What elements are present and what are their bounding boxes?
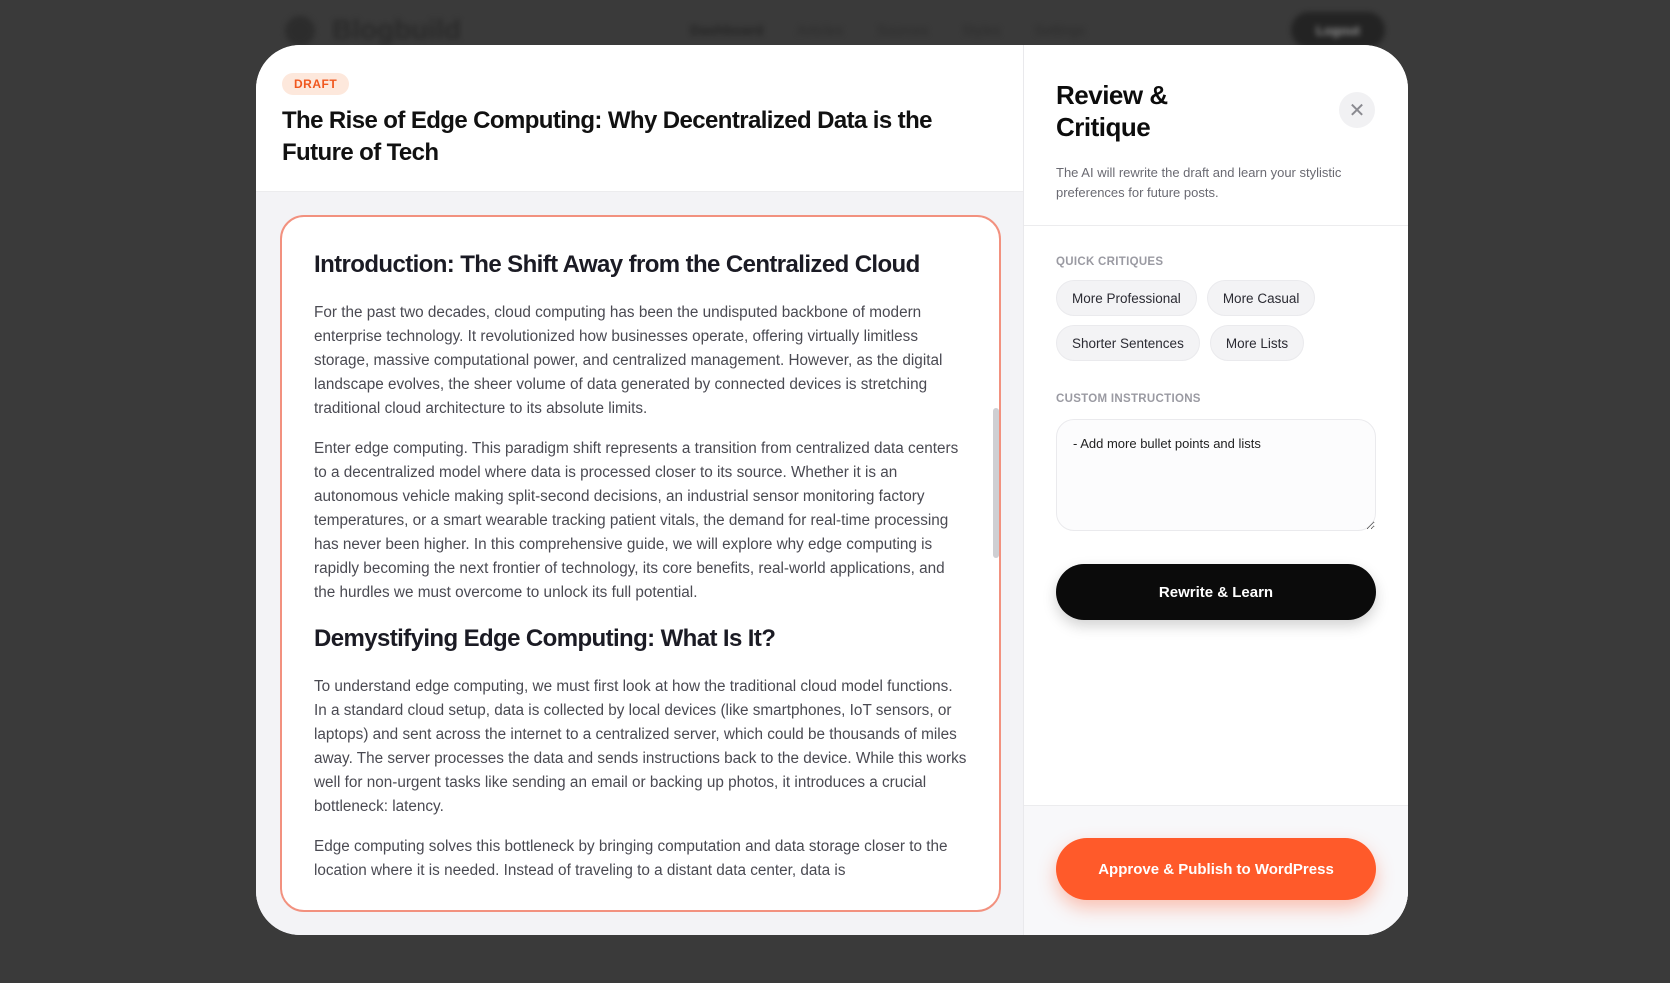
document-scrollbar[interactable]: [993, 408, 999, 558]
draft-document[interactable]: [280, 215, 1001, 912]
background-nav-link: Styles: [962, 22, 1001, 38]
background-logo: Blogbuild: [332, 14, 462, 45]
background-nav-button: Logout: [1291, 12, 1385, 48]
sidebar-header: [1024, 45, 1408, 226]
logo-icon: [285, 16, 315, 46]
doc-paragraph: Enter edge computing. This paradigm shift represents a transition from centralized data centers to a decentralized model where data is processed closer to its source. Whether it is an autonomous vehicle making split-second decisions, an industrial sensor monitoring factory temperatures, or a smart wearable tracking patient vitals, the demand for real-time processing has never been higher. In this comprehensive guide, we will explore why edge computing is rapidly becoming the next frontier of technology, its core benefits, real-world applications, and the hurdles we must overcome to unlock its full potential.: [314, 440, 959, 601]
background-nav-link: Settings: [1034, 22, 1086, 38]
editor-body: [256, 192, 1023, 935]
doc-paragraph: To understand edge computing, we must first look at how the traditional cloud model functions. In a standard cloud setup, data is collected by local devices (like smartphones, IoT sensors, or laptops) and sent across the internet to a centralized server, which could be thousands of miles away. The server processes the data and sends instructions back to the device. While this works well for non-urgent tasks like sending an email or backing up photos, it introduces a crucial bottleneck: latency.: [314, 678, 967, 815]
rewrite-learn-button[interactable]: Rewrite & Learn: [1056, 564, 1376, 620]
close-button[interactable]: [1339, 92, 1375, 128]
review-sidebar: [1024, 45, 1408, 935]
background-nav-link: Sources: [877, 22, 929, 38]
review-modal: [256, 45, 1408, 935]
chip-more-lists[interactable]: More Lists: [1210, 325, 1304, 361]
sidebar-description: The AI will rewrite the draft and learn your stylistic preferences for future posts.: [1056, 165, 1342, 200]
sidebar-main: [1024, 226, 1408, 805]
custom-instructions-input[interactable]: [1056, 419, 1376, 531]
chip-shorter-sentences[interactable]: Shorter Sentences: [1056, 325, 1200, 361]
quick-critiques-label: QUICK CRITIQUES: [1056, 256, 1164, 268]
chip-more-professional[interactable]: More Professional: [1056, 280, 1197, 316]
draft-editor-panel: [256, 45, 1024, 935]
approve-publish-button[interactable]: Approve & Publish to WordPress: [1056, 838, 1376, 900]
doc-paragraph: For the past two decades, cloud computing has been the undisputed backbone of modern enterprise technology. It revolutionized how businesses operate, offering virtually limitless storage, massive computational power, and centralized management. However, as the digital landscape evolves, the sheer volume of data generated by connected devices is stretching traditional cloud architecture to its absolute limits.: [314, 304, 943, 417]
doc-paragraph: Edge computing solves this bottleneck by bringing computation and data storage closer to the location where it is needed. Instead of traveling to a distant data center, data is: [314, 838, 948, 879]
sidebar-title: Review & Critique: [1056, 80, 1168, 142]
doc-heading: Demystifying Edge Computing: What Is It?: [314, 625, 776, 652]
close-icon: ✕: [1348, 99, 1366, 122]
post-title: The Rise of Edge Computing: Why Decentralized Data is the Future of Tech: [282, 107, 932, 166]
editor-header: [256, 45, 1023, 192]
doc-heading: Introduction: The Shift Away from the Centralized Cloud: [314, 251, 920, 278]
sidebar-footer: [1024, 805, 1408, 935]
custom-instructions-label: CUSTOM INSTRUCTIONS: [1056, 393, 1201, 405]
quick-critiques-chips: [1056, 280, 1366, 361]
background-nav-links: [690, 22, 1085, 38]
background-nav-link: Articles: [797, 22, 844, 38]
background-nav-link: Dashboard: [690, 22, 764, 38]
draft-badge: DRAFT: [282, 73, 349, 95]
chip-more-casual[interactable]: More Casual: [1207, 280, 1316, 316]
